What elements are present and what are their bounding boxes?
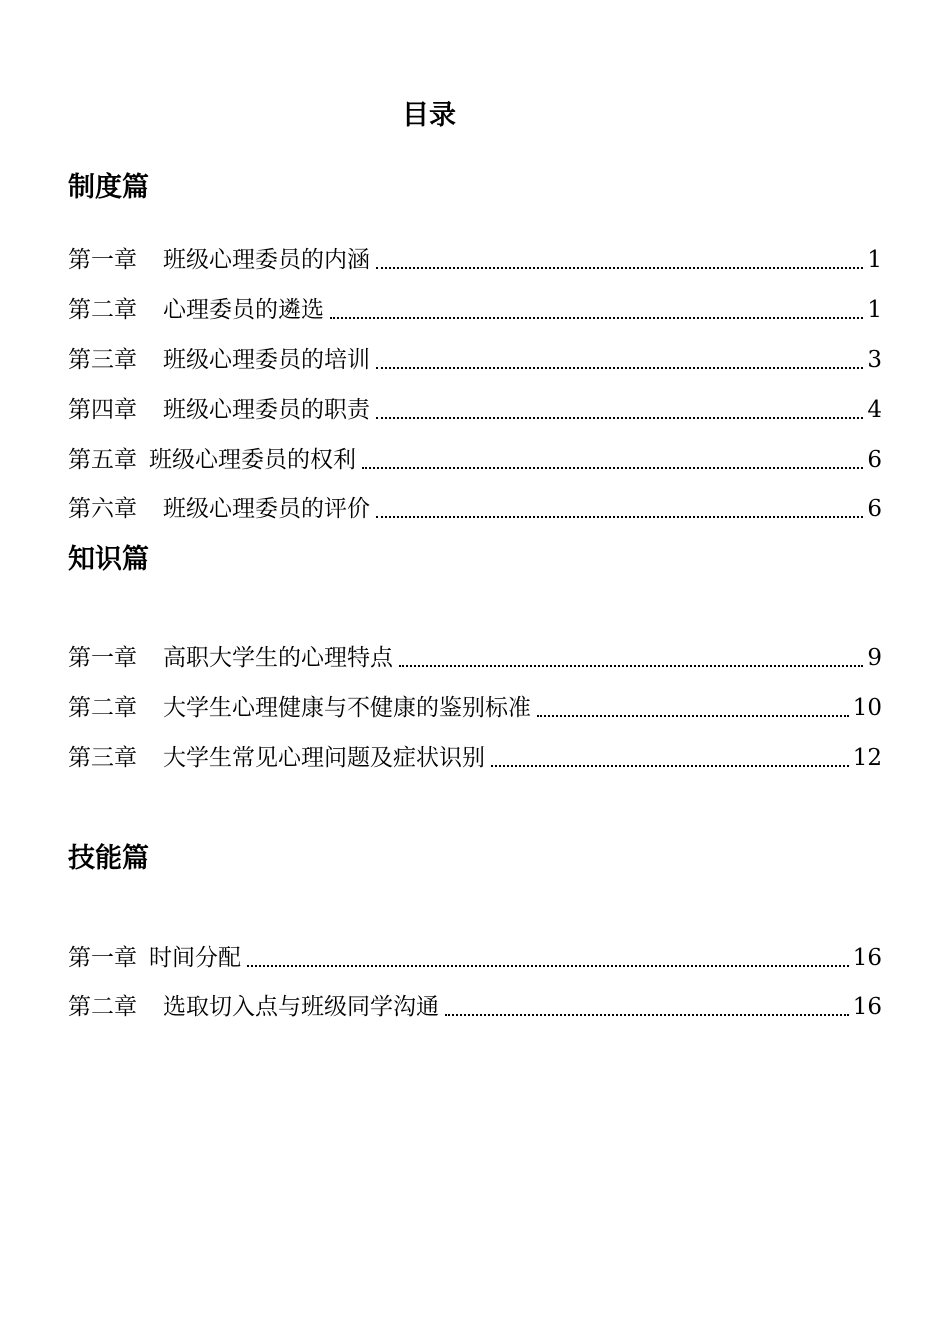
toc-chapter-label: 第一章 (68, 645, 137, 671)
toc-entry[interactable] (68, 990, 882, 1024)
toc-entry[interactable] (68, 691, 882, 725)
toc-entry[interactable] (68, 941, 882, 975)
toc-entry[interactable] (68, 443, 882, 477)
dot-leader (399, 665, 863, 667)
toc-entry-title: 高职大学生的心理特点 (163, 645, 393, 671)
dot-leader (537, 715, 849, 717)
toc-chapter-label: 第六章 (68, 496, 137, 522)
toc-entry[interactable] (68, 393, 882, 427)
dot-leader (247, 965, 849, 967)
toc-chapter-label: 第二章 (68, 297, 137, 323)
section-heading-zhidu: 制度篇 (68, 172, 149, 203)
toc-entry[interactable] (68, 741, 882, 775)
toc-entry-title: 大学生常见心理问题及症状识别 (163, 745, 485, 771)
toc-entry[interactable] (68, 343, 882, 377)
dot-leader (376, 367, 863, 369)
toc-chapter-label: 第一章 (68, 247, 137, 273)
toc-entry-title: 班级心理委员的内涵 (163, 247, 370, 273)
toc-chapter-label: 第二章 (68, 695, 137, 721)
toc-page-number: 1 (867, 247, 882, 273)
toc-page-number: 1 (867, 297, 882, 323)
dot-leader (376, 516, 863, 518)
toc-chapter-label: 第二章 (68, 994, 137, 1020)
toc-chapter-label: 第三章 (68, 347, 137, 373)
toc-page-number: 6 (867, 447, 882, 473)
toc-entry[interactable] (68, 293, 882, 327)
dot-leader (330, 317, 863, 319)
dot-leader (376, 267, 863, 269)
toc-entry[interactable] (68, 492, 882, 526)
toc-entry-title: 班级心理委员的评价 (163, 496, 370, 522)
toc-chapter-label: 第一章 (68, 945, 137, 971)
toc-entry-title: 班级心理委员的培训 (163, 347, 370, 373)
dot-leader (445, 1014, 849, 1016)
page-title: 目录 (402, 100, 456, 131)
dot-leader (376, 417, 863, 419)
toc-page-number: 6 (867, 496, 882, 522)
toc-page-number: 9 (867, 645, 882, 671)
toc-entry-title: 时间分配 (149, 945, 241, 971)
toc-page-number: 12 (852, 745, 882, 771)
toc-entry-title: 班级心理委员的职责 (163, 397, 370, 423)
toc-entry-title: 大学生心理健康与不健康的鉴别标准 (163, 695, 531, 721)
toc-entry[interactable] (68, 243, 882, 277)
toc-entry-title: 班级心理委员的权利 (149, 447, 356, 473)
toc-entry[interactable] (68, 641, 882, 675)
dot-leader (491, 765, 849, 767)
toc-page-number: 16 (852, 945, 882, 971)
section-heading-jineng: 技能篇 (68, 843, 149, 874)
toc-page-number: 16 (852, 994, 882, 1020)
dot-leader (362, 467, 863, 469)
toc-chapter-label: 第五章 (68, 447, 137, 473)
toc-page-number: 3 (867, 347, 882, 373)
toc-chapter-label: 第三章 (68, 745, 137, 771)
section-heading-zhishi: 知识篇 (68, 544, 149, 575)
toc-entry-title: 选取切入点与班级同学沟通 (163, 994, 439, 1020)
toc-entry-title: 心理委员的遴选 (163, 297, 324, 323)
toc-page-number: 10 (852, 695, 882, 721)
toc-page-number: 4 (867, 397, 882, 423)
toc-chapter-label: 第四章 (68, 397, 137, 423)
